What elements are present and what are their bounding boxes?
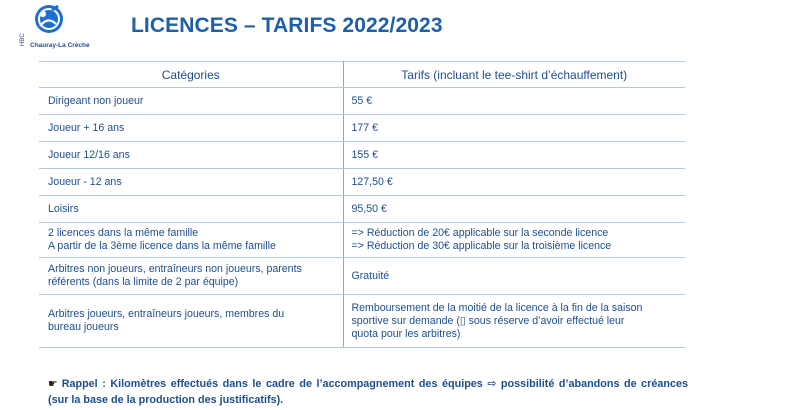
price-text: 155 €: [351, 148, 379, 161]
category-cell: [39, 169, 343, 196]
price-text: quota pour les arbitres): [351, 327, 461, 340]
category-text: Joueur + 16 ans: [48, 121, 125, 134]
price-cell: [343, 88, 685, 115]
logo-text-club: Chauray-La Crèche: [30, 42, 90, 49]
category-text: bureau joueurs: [48, 321, 119, 333]
price-cell: [343, 169, 685, 196]
category-cell: [39, 115, 343, 142]
reminder-note: [48, 376, 688, 408]
table-row: [39, 88, 685, 115]
category-text: 2 licences dans la même famille: [48, 227, 199, 239]
table-row: [39, 223, 685, 258]
table-row: [39, 196, 685, 223]
category-text: Joueur - 12 ans: [48, 175, 122, 188]
club-logo: [18, 2, 90, 50]
category-text: Arbitres joueurs, entraîneurs joueurs, membres du: [48, 308, 285, 320]
category-text: Arbitres non joueurs, entraîneurs non joueurs, parents: [48, 263, 302, 275]
price-cell: [343, 295, 685, 348]
price-text: 95,50 €: [351, 202, 387, 215]
price-text: => Réduction de 30€ applicable sur la troisième licence: [351, 240, 612, 252]
category-text: Dirigeant non joueur: [48, 94, 144, 107]
hand-pointer-icon: ☛: [48, 378, 58, 390]
price-text: 177 €: [351, 121, 379, 134]
price-text: sportive sur demande (▯ sous réserve d’avoir effectué leur: [351, 314, 625, 327]
table-row: [39, 169, 685, 196]
price-cell: [343, 115, 685, 142]
category-cell: [39, 196, 343, 223]
category-cell: [39, 142, 343, 169]
price-cell: [343, 196, 685, 223]
category-text: Joueur 12/16 ans: [48, 148, 130, 161]
price-text: => Réduction de 20€ applicable sur la seconde licence: [351, 227, 609, 239]
category-cell: [39, 258, 343, 295]
table-row: [39, 258, 685, 295]
table-row: [39, 115, 685, 142]
price-cell: [343, 223, 685, 258]
page-title: LICENCES – TARIFS 2022/2023: [131, 14, 443, 37]
club-logo-graphic: [18, 2, 90, 50]
category-text: Loisirs: [48, 202, 79, 215]
price-text: Gratuité: [351, 269, 390, 282]
table-header-row: [39, 62, 685, 88]
price-text: 127,50 €: [351, 175, 393, 188]
price-text: 55 €: [351, 94, 373, 107]
category-text: A partir de la 3ème licence dans la même famille: [48, 240, 276, 252]
table-row: [39, 142, 685, 169]
table-row: [39, 295, 685, 348]
category-cell: [39, 223, 343, 258]
tariff-table: [39, 61, 685, 348]
price-cell: [343, 142, 685, 169]
header-categories: Catégories: [39, 62, 343, 88]
price-cell: [343, 258, 685, 295]
price-text: Remboursement de la moitié de la licence à la fin de la saison: [351, 301, 643, 314]
header-tarifs: Tarifs (incluant le tee-shirt d’échauffement): [343, 62, 685, 88]
category-cell: [39, 88, 343, 115]
category-cell: [39, 295, 343, 348]
logo-text-hbc: HBC: [20, 33, 26, 46]
reminder-text: Rappel : Kilomètres effectués dans le cadre de l’accompagnement des équipes ⇨ possibilité d’abandons de créances (sur la base de la production des justificatifs).: [48, 378, 688, 406]
category-text: référents (dans la limite de 2 par équipe): [48, 276, 239, 288]
